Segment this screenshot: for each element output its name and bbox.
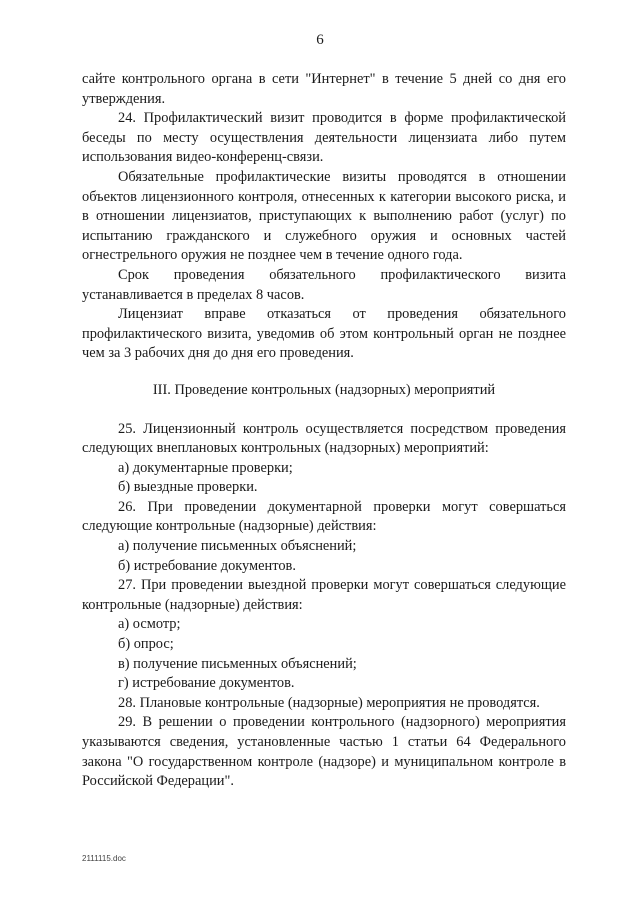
paragraph-29: 29. В решении о проведении контрольного (надзорного) мероприятия указываются сведения, установленные частью 1 статьи 64 Федерального закона "О государственном контроле (надзоре) и муниципальном контроле в Российской Федерации".	[82, 714, 566, 790]
list-item: б) истребование документов.	[118, 557, 296, 574]
paragraph-licensee-refusal: Лицензиат вправе отказаться от проведения обязательного профилактического визита, уведомив об этом контрольный орган не позднее чем за 3 рабочих дня до дня его проведения.	[82, 306, 566, 362]
paragraph-mandatory-visits: Обязательные профилактические визиты проводятся в отношении объектов лицензионного контроля, отнесенных к категории высокого риска, и в отношении лицензиатов, приступающих к выполнению работ (услуг) по испытанию гражданского и служебного оружия и основных частей огнестрельного оружия не позднее чем в течение одного года.	[82, 168, 566, 264]
paragraph-visit-duration: Срок проведения обязательного профилактического визита устанавливается в пределах 8 часов.	[82, 266, 566, 303]
paragraph-27: 27. При проведении выездной проверки могут совершаться следующие контрольные (надзорные) действия:	[82, 577, 566, 613]
list-item: г) истребование документов.	[118, 675, 295, 692]
list-item: а) осмотр;	[118, 616, 181, 633]
list-item: а) документарные проверки;	[118, 459, 293, 476]
list-item: а) получение письменных объяснений;	[118, 538, 357, 555]
footer-doc-code: 2111115.doc	[82, 854, 126, 863]
paragraph-continuation: сайте контрольного органа в сети "Интернет" в течение 5 дней со дня его утверждения.	[82, 71, 566, 107]
paragraph-24: 24. Профилактический визит проводится в форме профилактической беседы по месту осуществления деятельности лицензиата либо путем использования видео-конференц-связи.	[82, 110, 566, 166]
paragraph-26: 26. При проведении документарной проверки могут совершаться следующие контрольные (надзорные) действия:	[82, 498, 566, 535]
page-number: 6	[316, 32, 324, 48]
list-item: б) выездные проверки.	[118, 479, 258, 496]
paragraph-28: 28. Плановые контрольные (надзорные) мероприятия не проводятся.	[118, 694, 540, 711]
list-item: в) получение письменных объяснений;	[118, 655, 357, 672]
section-heading: III. Проведение контрольных (надзорных) мероприятий	[152, 381, 496, 398]
paragraph-25: 25. Лицензионный контроль осуществляется посредством проведения следующих внеплановых контрольных (надзорных) мероприятий:	[82, 420, 566, 457]
document-body	[82, 70, 566, 792]
list-item: б) опрос;	[118, 636, 174, 653]
